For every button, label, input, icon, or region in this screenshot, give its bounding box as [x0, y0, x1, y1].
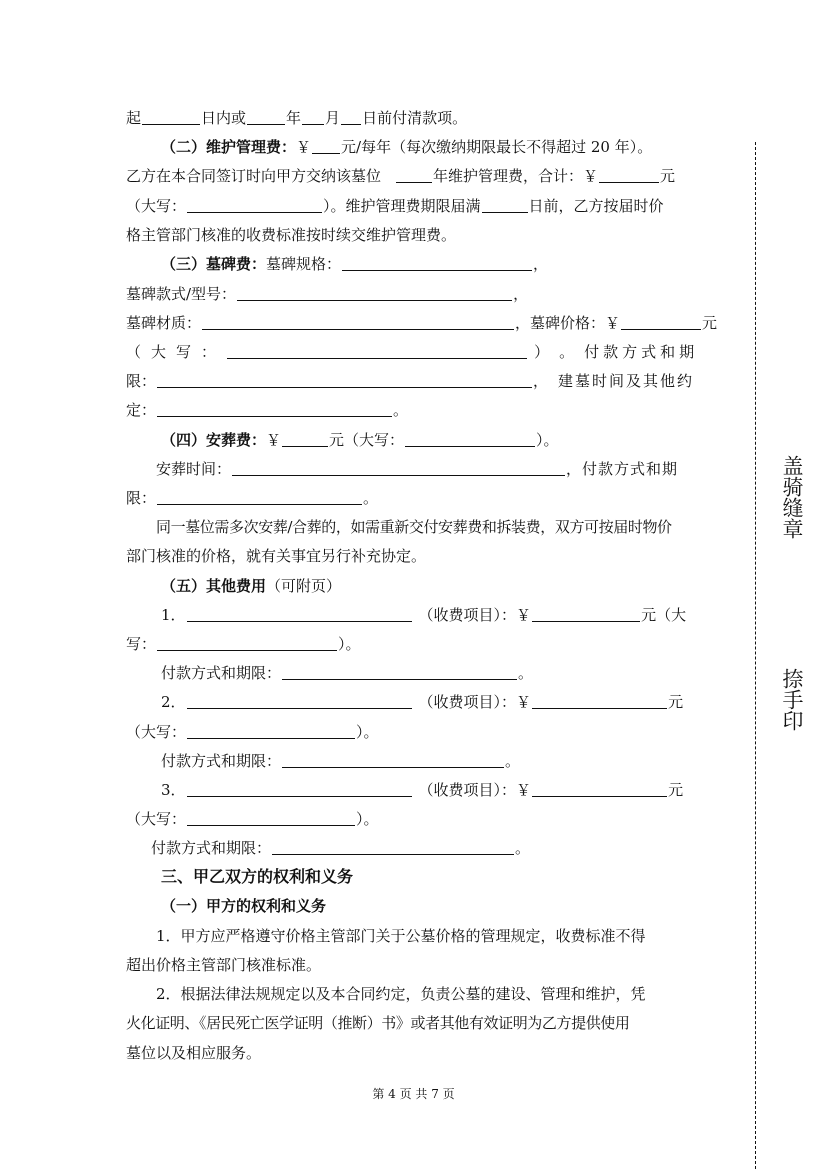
margin-seal-label: 盖骑缝章 — [780, 455, 804, 539]
tombstone-model-line: 墓碑款式/型号： ， — [126, 285, 529, 303]
seam-cut-line — [755, 142, 756, 1169]
blank-tombstone-words — [227, 343, 527, 359]
blank-burial-words — [405, 431, 535, 447]
payment-deadline-line: 起 日内或 年 月 日前付清款项。 — [126, 109, 468, 127]
blank-tombstone-price — [621, 314, 701, 330]
maintenance-fee-heading-line: （二）维护管理费： ￥ 元/每年（每次缴纳期限最长不得超过 20 年）。 — [161, 138, 653, 156]
joint-burial-clause: 同一墓位需多次安葬/合葬的，如需重新交付安葬费和拆装费，双方可按届时物价 — [156, 518, 672, 536]
party-a-clause-2: 2．根据法律法规规定以及本合同约定，负责公墓的建设、管理和维护，凭 — [156, 985, 646, 1003]
other-fee-3-line: 3． （收费项目）：￥ 元 — [161, 781, 684, 799]
other-fee-2-payment-line: 付款方式和期限： 。 — [161, 752, 521, 770]
blank-total — [599, 167, 659, 183]
maintenance-renewal-line: （大写： ）。维护管理费期限届满 日前，乙方按届时价 — [126, 197, 664, 215]
blank-fee-3-amount — [532, 781, 667, 797]
blank-tombstone-spec — [342, 255, 532, 271]
blank-month — [302, 109, 324, 125]
tombstone-fee-heading: （三）墓碑费： — [161, 255, 267, 273]
party-a-clause-1-cont: 超出价格主管部门核准标准。 — [126, 956, 322, 974]
blank-days-before — [482, 197, 528, 213]
other-fees-heading: （五）其他费用 — [161, 577, 267, 595]
other-fee-1-payment-line: 付款方式和期限： 。 — [161, 664, 534, 682]
blank-fee-1-item — [187, 606, 412, 622]
burial-time-line: 安葬时间： ，付款方式和期 — [156, 460, 679, 478]
burial-fee-heading-line: （四）安葬费： ￥ 元（大写： ）。 — [161, 431, 559, 449]
tombstone-amount-words-line: （ 大 写 ： ） 。 付款方式和期 — [126, 343, 699, 361]
joint-burial-clause-2: 部门核准的价格，就有关事宜另行补充协定。 — [126, 547, 427, 565]
blank-burial-payment — [157, 489, 362, 505]
blank-tombstone-payment — [157, 372, 532, 388]
party-a-clause-2-end: 墓位以及相应服务。 — [126, 1044, 262, 1062]
blank-fee-2-item — [187, 693, 412, 709]
blank-year — [247, 109, 285, 125]
rights-obligations-heading: 三、甲乙双方的权利和义务 — [161, 867, 354, 886]
blank-days — [142, 109, 200, 125]
other-fees-heading-line: （五）其他费用 （可附页） — [161, 577, 342, 595]
blank-tombstone-model — [237, 285, 512, 301]
tombstone-fee-heading-line: （三）墓碑费： 墓碑规格： ， — [161, 255, 549, 273]
blank-fee-1-amount — [532, 606, 640, 622]
other-fee-1-words-line: 写： ）。 — [126, 635, 361, 653]
other-fee-1-line: 1． （收费项目）：￥ 元（大 — [161, 606, 687, 624]
page-number: 第 4 页 共 7 页 — [372, 1087, 455, 1101]
maintenance-fee-heading: （二）维护管理费： — [161, 138, 297, 156]
other-fee-2-words-line: （大写： ）。 — [126, 723, 379, 741]
blank-fee-1-payment — [282, 664, 517, 680]
burial-payment-line: 限： 。 — [126, 489, 379, 507]
blank-burial-fee — [282, 431, 328, 447]
blank-day — [341, 109, 361, 125]
blank-fee-1-words — [157, 635, 337, 651]
other-fee-2-line: 2． （收费项目）：￥ 元 — [161, 693, 684, 711]
blank-fee-3-words — [187, 810, 355, 826]
blank-fee-2-words — [187, 723, 355, 739]
blank-tombstone-material — [202, 314, 514, 330]
maintenance-renewal-line-2: 格主管部门核准的收费标准按时续交维护管理费。 — [126, 226, 457, 244]
tombstone-other-line: 定： 。 — [126, 401, 409, 419]
party-a-clause-2-cont: 火化证明、《居民死亡医学证明（推断）书》或者其他有效证明为乙方提供使用 — [126, 1014, 630, 1032]
party-a-clause-1: 1．甲方应严格遵守价格主管部门关于公墓价格的管理规定，收费标准不得 — [156, 927, 646, 945]
blank-burial-time — [232, 460, 565, 476]
blank-fee-3-payment — [272, 839, 514, 855]
margin-fingerprint-label: 捺手印 — [780, 668, 804, 731]
blank-fee-2-payment — [282, 752, 504, 768]
burial-fee-heading: （四）安葬费： — [161, 431, 267, 449]
blank-fee-3-item — [187, 781, 412, 797]
blank-annual-fee — [312, 138, 340, 154]
tombstone-payment-line: 限： ， 建墓时间及其他约 — [126, 372, 695, 390]
blank-amount-words — [187, 197, 322, 213]
party-a-rights-heading: （一）甲方的权利和义务 — [161, 897, 327, 915]
tombstone-material-line: 墓碑材质： ，墓碑价格：￥ 元 — [126, 314, 718, 332]
other-fee-3-payment-line: 付款方式和期限： 。 — [151, 839, 531, 857]
maintenance-payment-line: 乙方在本合同签订时向甲方交纳该墓位 年维护管理费，合计：￥ 元 — [126, 167, 676, 185]
blank-tombstone-other — [157, 401, 392, 417]
blank-years — [396, 167, 432, 183]
blank-fee-2-amount — [532, 693, 667, 709]
other-fee-3-words-line: （大写： ）。 — [126, 810, 379, 828]
